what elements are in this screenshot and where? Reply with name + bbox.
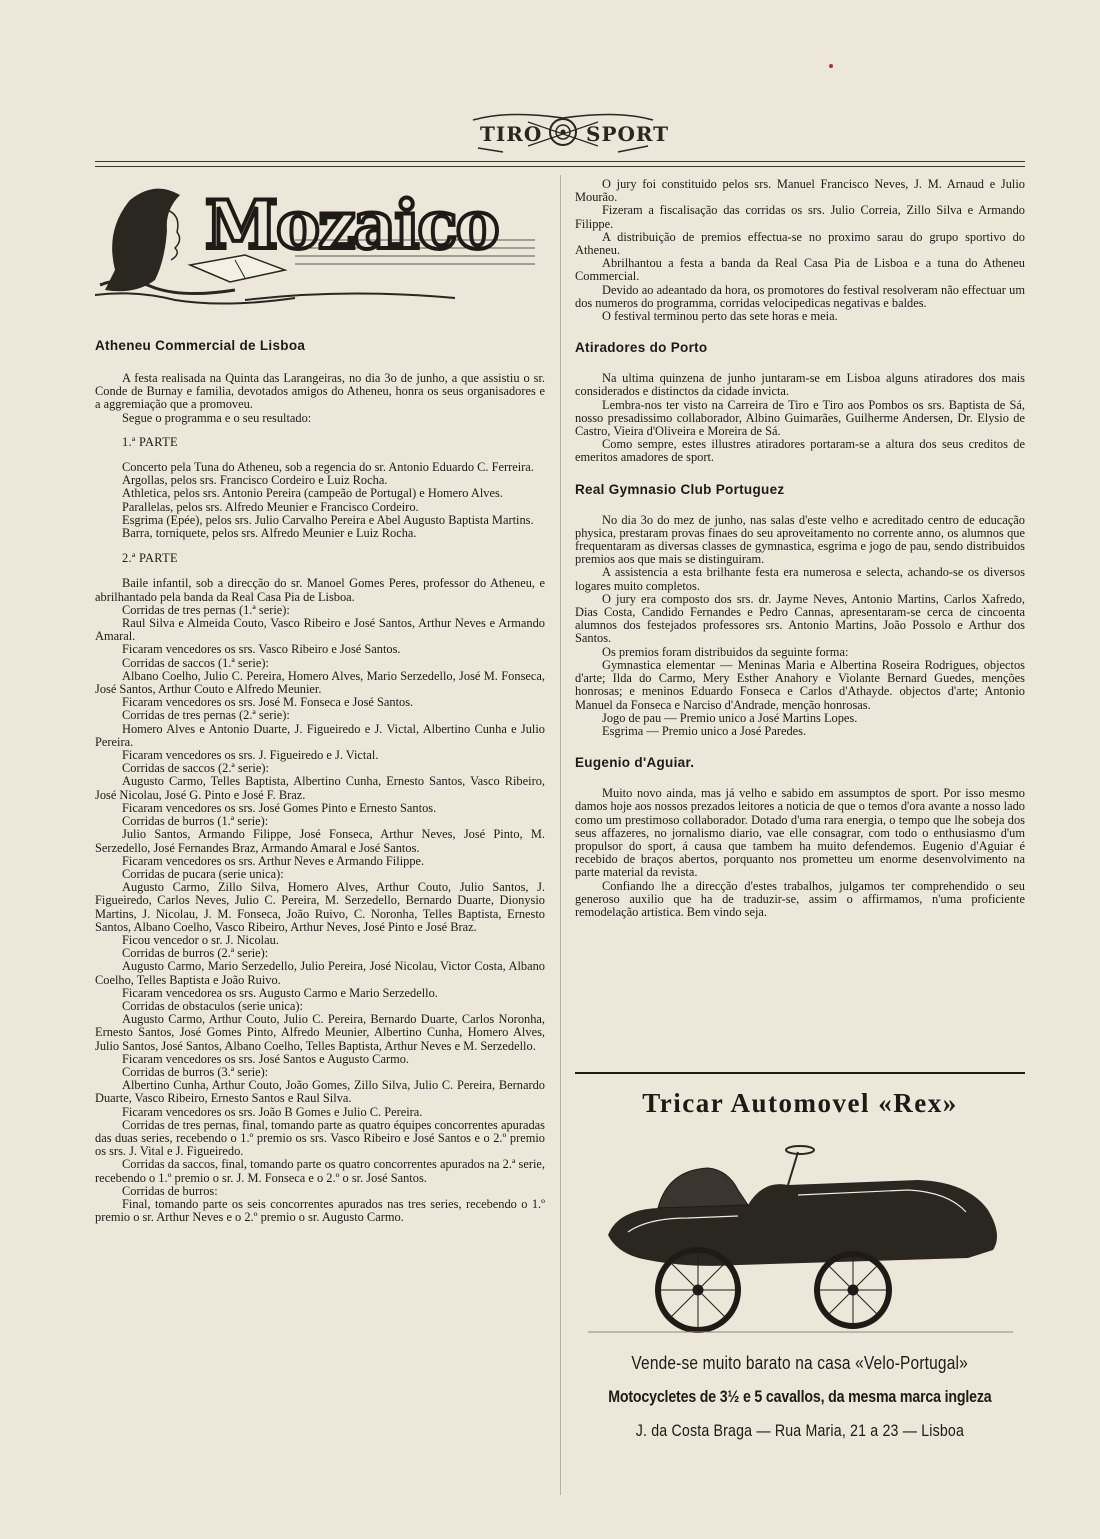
paragraph: Corridas de obstaculos (serie unica): xyxy=(122,998,303,1013)
paragraph: Corridas de tres pernas, final, tomando parte as quatro équipes concorrentes apuradas das duas series, recebendo o 1.º premio os srs. Vasco Ribeiro e José Santos e o 2.º premio os srs. J. Vital e J. Figueiredo. xyxy=(95,1117,545,1159)
advert-line-shop xyxy=(575,1353,1025,1374)
paragraph: Corridas de pucara (serie unica): xyxy=(122,866,284,881)
masthead-right-word: SPORT xyxy=(586,122,670,146)
paragraph: Jogo de pau — Premio unico a José Martins Lopes. xyxy=(602,710,858,725)
paragraph: Augusto Carmo, Telles Baptista, Albertino Cunha, Ernesto Santos, Vasco Ribeiro, José Nicolau, José G. Pinto e José F. Braz. xyxy=(95,774,545,802)
paragraph: Raul Silva e Almeida Couto, Vasco Ribeiro e José Santos, Arthur Neves e Armando Amaral. xyxy=(95,616,545,644)
paragraph: Homero Alves e Antonio Duarte, J. Figueiredo e J. Victal, Albertino Cunha e Julio Pereira. xyxy=(95,721,545,749)
column-divider xyxy=(560,175,561,1495)
paragraph: Albertino Cunha, Arthur Couto, João Gomes, Zillo Silva, Julio C. Pereira, Bernardo Duarte, Vasco Ribeiro, Ernesto Santos e Raul Silva. xyxy=(95,1078,545,1106)
paragraph: Corridas de burros (2.ª serie): xyxy=(122,946,269,961)
paragraph: Segue o programma e o seu resultado: xyxy=(122,410,312,425)
paragraph: Baile infantil, sob a direcção do sr. Manoel Gomes Peres, professor do Atheneu, e abrilhantado pela banda da Real Casa Pia de Lisboa. xyxy=(95,576,545,604)
advert-line-models xyxy=(575,1388,1025,1407)
paragraph: Ficaram vencedores os srs. José Gomes Pinto e Ernesto Santos. xyxy=(122,800,437,815)
paragraph: Corridas de tres pernas (1.ª serie): xyxy=(122,602,290,617)
paragraph: Augusto Carmo, Arthur Couto, Julio C. Pereira, Bernardo Duarte, Carlos Noronha, Ernesto Santos, José Gomes Pinto, Alfredo Meunier, Albertino Cunha, Homero Alves, Julio Santos, José Santos, Albano Coelho, Telles Baptista, Arthur Neves e M. Serzedello. xyxy=(95,1012,545,1053)
advert-line-models-text: Motocycletes de 3½ e 5 cavallos, da mesma marca ingleza xyxy=(608,1388,992,1406)
paragraph: Na ultima quinzena de junho juntaram-se em Lisboa alguns atiradores dos mais considerados e distinctos da cidade invicta. xyxy=(575,371,1025,399)
paragraph: Barra, torniquete, pelos srs. Alfredo Meunier e Luiz Rocha. xyxy=(122,526,417,541)
paragraph: Lembra-nos ter visto na Carreira de Tiro e Tiro aos Pombos os srs. Baptista de Sá, nosso presadissimo collaborador, Albino Guimarães, Guilherme Andersen, Dr. Elysio de Castro, Vieira d'Oliveira e Moreira de Sá. xyxy=(575,397,1025,439)
left-column xyxy=(95,170,545,1224)
paragraph: Como sempre, estes illustres atiradores portaram-se a altura dos seus creditos de emeritos amadores de sport. xyxy=(575,437,1025,465)
paragraph: Ficaram vencedorea os srs. Augusto Carmo e Mario Serzedello. xyxy=(122,985,438,1000)
paragraph: Athletica, pelos srs. Antonio Pereira (campeão de Portugal) e Homero Alves. xyxy=(122,486,503,501)
tricar-illustration xyxy=(588,1140,1013,1340)
atiradores-article xyxy=(575,372,1025,464)
paragraph: Concerto pela Tuna do Atheneu, sob a regencia do sr. Antonio Eduardo C. Ferreira. xyxy=(122,460,534,475)
paragraph: A distribuição de premios effectua-se no proximo sarau do grupo sportivo do Atheneu. xyxy=(575,229,1025,258)
section-title-gymnasio: Real Gymnasio Club Portuguez xyxy=(575,481,785,497)
paragraph: Ficaram vencedores os srs. Arthur Neves e Armando Filippe. xyxy=(122,853,425,868)
paragraph: Corridas da saccos, final, tomando parte os quatro concorrentes apurados na 2.ª serie, recebendo o 1.º premio o sr. J. M. Fonseca e o 2.º o sr. José Santos. xyxy=(95,1157,545,1185)
paragraph: Esgrima — Premio unico a José Paredes. xyxy=(602,723,807,738)
paragraph: A festa realisada na Quinta das Larangeiras, no dia 3o de junho, a que assistiu o sr. Conde de Burnay e familia, devotados amigos do Atheneu, honra os seus organisadores e a aggremiação que a promoveu. xyxy=(95,371,545,412)
advert-line-address xyxy=(575,1422,1025,1441)
paragraph: No dia 3o do mez de junho, nas salas d'este velho e acreditado centro de educação physica, prestaram provas finaes do seu aproveitamento no corrente anno, os alumnos que frequentaram as diversas classes de gymnastica, esgrima e jogo de pau, sendo distribuidos premios aos que mais se distinguiram. xyxy=(575,512,1025,567)
paragraph: Ficou vencedor o sr. J. Nicolau. xyxy=(122,932,279,947)
paragraph: Corridas de burros (3.ª serie): xyxy=(122,1064,269,1079)
atheneu-article xyxy=(95,372,545,1224)
header-rule-secondary xyxy=(95,166,1025,167)
paragraph: Ficaram vencedores os srs. José M. Fonseca e José Santos. xyxy=(122,695,414,710)
advert-title: Tricar Automovel «Rex» xyxy=(642,1088,958,1118)
paragraph: Corridas de saccos (2.ª serie): xyxy=(122,761,269,776)
paragraph: Argollas, pelos srs. Francisco Cordeiro e Luiz Rocha. xyxy=(122,473,388,488)
ink-speck xyxy=(829,64,833,68)
right-column xyxy=(575,178,1025,919)
paragraph: Devido ao adeantado da hora, os promotores do festival resolveram não effectuar um dos numeros do programma, corridas velocipedicas negativas e baldes. xyxy=(575,282,1025,310)
masthead-logo xyxy=(468,108,670,156)
section-title-eugenio: Eugenio d'Aguiar. xyxy=(575,755,695,771)
paragraph: Final, tomando parte os seis concorrentes apurados nas tres series, recebendo o 1.º premio o sr. Arthur Neves e o 2.º premio o sr. Augusto Carmo. xyxy=(95,1196,545,1225)
header-rule xyxy=(95,161,1025,162)
paragraph: A assistencia a esta brilhante festa era numerosa e selecta, achando-se os diversos logares muito completos. xyxy=(575,565,1025,593)
advert-line-shop-text: Vende-se muito barato na casa «Velo-Portugal» xyxy=(631,1353,969,1373)
paragraph: Esgrima (Epée), pelos srs. Julio Carvalho Pereira e Abel Augusto Baptista Martins. xyxy=(122,512,534,527)
eugenio-article xyxy=(575,787,1025,919)
mozaico-banner xyxy=(95,170,545,315)
paragraph: Os premios foram distribuidos da seguinte forma: xyxy=(602,644,849,659)
paragraph: Corridas de burros (1.ª serie): xyxy=(122,814,269,829)
paragraph: Albano Coelho, Julio C. Pereira, Homero Alves, Mario Serzedello, José M. Fonseca, José Santos, Arthur Couto e Alfredo Meunier. xyxy=(95,668,545,697)
paragraph: Corridas de saccos (1.ª serie): xyxy=(122,655,269,670)
advert-line-address-text: J. da Costa Braga — Rua Maria, 21 a 23 — Lisboa xyxy=(635,1422,965,1440)
atheneu-article-continued xyxy=(575,178,1025,323)
paragraph: Ficaram vencedores os srs. Vasco Ribeiro e José Santos. xyxy=(122,642,401,657)
paragraph: Corridas de burros: xyxy=(122,1183,218,1198)
paragraph: Confiando lhe a direcção d'estes trabalhos, julgamos ter comprehendido o seu generoso auxilio que ha de traduzir-se, assim o affirmamos, n'uma proficiente remodelação artistica. Bem vindo seja. xyxy=(575,878,1025,919)
part-heading: 1.ª PARTE xyxy=(122,434,178,449)
paragraph: Augusto Carmo, Zillo Silva, Homero Alves, Arthur Couto, Julio Santos, J. Figueiredo, Carlos Neves, Julio C. Pereira, M. Serzedello, Bernardo Duarte, Dionysio Martins, J. Nicolau, J. M. Fonseca, João Ruivo, C. Noronha, Telles Baptista, Ernesto Santos, Albano Coelho, Vasco Ribeiro, Arthur Neves, José Pinto e José Braz. xyxy=(95,880,545,934)
paragraph: Parallelas, pelos srs. Alfredo Meunier e Francisco Cordeiro. xyxy=(122,499,419,514)
paragraph: O festival terminou perto das sete horas e meia. xyxy=(602,309,838,324)
paragraph: O jury era composto dos srs. dr. Jayme Neves, Antonio Martins, Carlos Xafredo, Dias Costa, Candido Fernandes e Pedro Cannas, apresentaram-se cerca de cincoenta alumnos dos festejados professores srs. Antonio Martins, João Possolo e Arthur dos Santos. xyxy=(575,591,1025,646)
banner-title: Mozaico xyxy=(205,186,498,264)
section-title-atiradores: Atiradores do Porto xyxy=(575,340,708,356)
paragraph: O jury foi constituido pelos srs. Manuel Francisco Neves, J. M. Arnaud e Julio Mourão. xyxy=(575,177,1025,205)
masthead-left-word: TIRO xyxy=(480,122,543,146)
paragraph: Ficaram vencedores os srs. J. Figueiredo e J. Victal. xyxy=(122,748,379,763)
paragraph: Corridas de tres pernas (2.ª serie): xyxy=(122,708,290,723)
section-title-atheneu: Atheneu Commercial de Lisboa xyxy=(95,338,306,353)
paragraph: Muito novo ainda, mas já velho e sabido em assumptos de sport. Por isso mesmo damos hoje aos nossos prezados leitores a noticia de que o temos d'ora avante a nosso lado como um prestimoso collaborador. Dotado d'uma rara energia, o tempo que lhe sobeja dos seus affazeres, no jornalismo diario, vae elle consagrar, com todo o enthusiasmo d'um propulsor do sport, á causa que tambem ha muito defendemos. Eugenio d'Aguiar é recebido de braços abertos, porquanto nos prometteu um enorme desenvolvimento na parte material da revista. xyxy=(575,786,1025,880)
paragraph: Augusto Carmo, Mario Serzedello, Julio Pereira, José Nicolau, Victor Costa, Albano Coelho, Telles Baptista e João Ruivo. xyxy=(95,959,545,987)
paragraph: Fizeram a fiscalisação das corridas os srs. Julio Correia, Zillo Silva e Armando Filippe. xyxy=(575,203,1025,231)
gymnasio-article xyxy=(575,514,1025,738)
paragraph: Ficaram vencedores os srs. José Santos e Augusto Carmo. xyxy=(122,1051,410,1066)
paragraph: Gymnastica elementar — Meninas Maria e Albertina Roseira Rodrigues, objectos d'arte; Ilda do Carmo, Mery Esther Anahory e Violante Bernard Guedes, menções honrosas; e meninos Eduardo Fonseca e Carlos d'Athayde. objectos d'arte; Antonio Manuel da Fonseca e Narciso d'Andrade, menção honrosas. xyxy=(575,657,1025,712)
paragraph: Julio Santos, Armando Filippe, José Fonseca, Arthur Neves, José Pinto, M. Serzedello, José Fernandes Braz, Armando Amaral e José Santos. xyxy=(95,827,545,855)
paragraph: Abrilhantou a festa a banda da Real Casa Pia de Lisboa e a tuna do Atheneu Commercial. xyxy=(575,256,1025,284)
advert-rule xyxy=(575,1072,1025,1074)
paragraph: Ficaram vencedores os srs. João B Gomes e Julio C. Pereira. xyxy=(122,1104,423,1119)
part-heading: 2.ª PARTE xyxy=(122,551,178,566)
